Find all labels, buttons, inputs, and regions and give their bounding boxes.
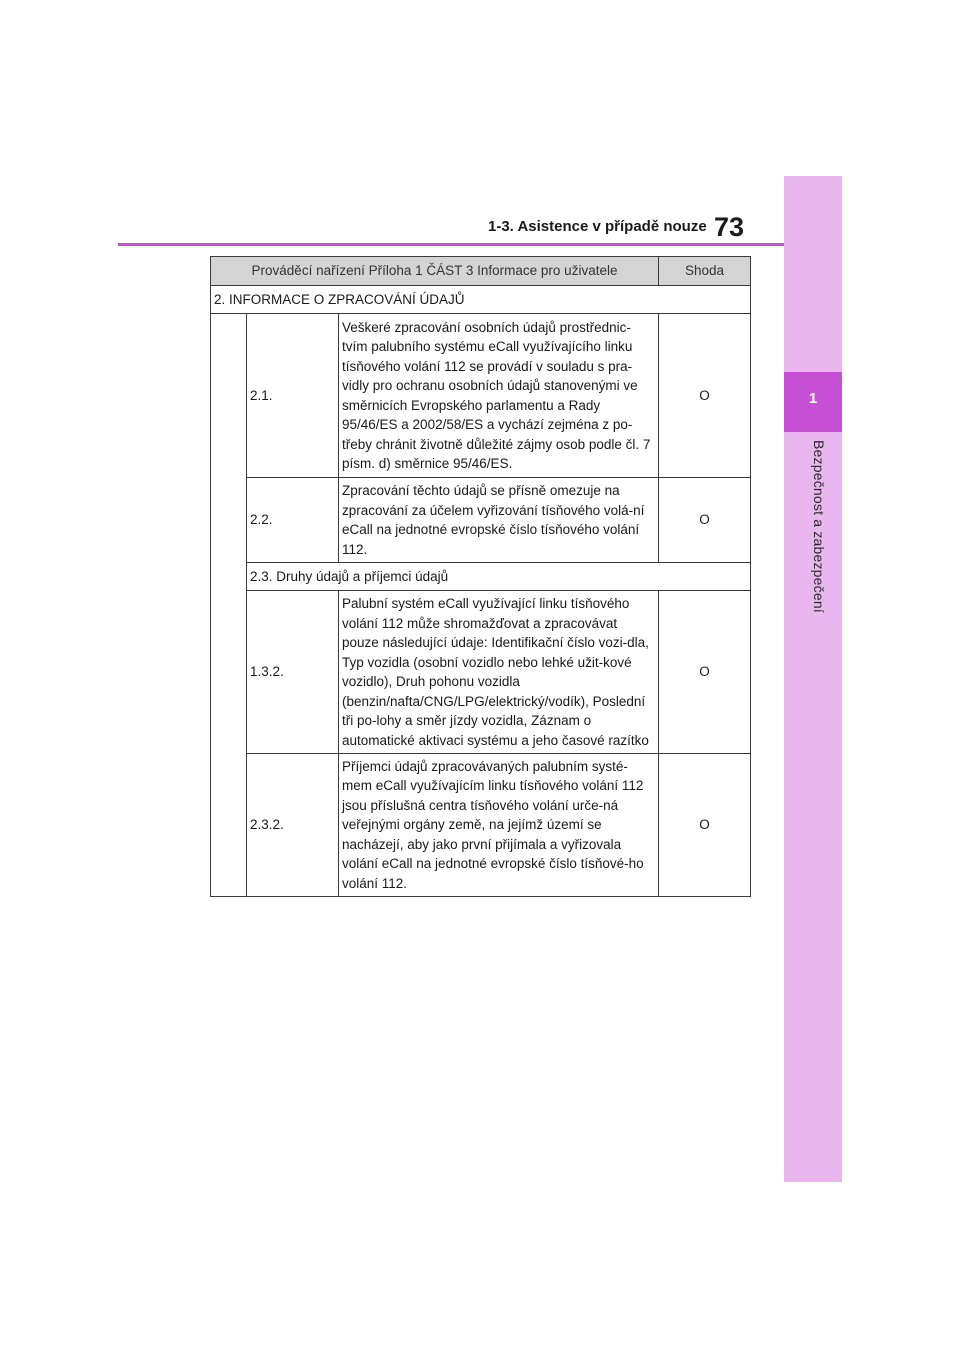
indent-cell [211,314,247,897]
row-text: Příjemci údajů zpracovávaných palubním systé-mem eCall využívajícím linku tísňového volání 112 jsou příslušná centra tísňového volání urče-ná veřejnými orgány země, na jejímž území se nacházejí, aby jako první přijímala a vyřizovala volání eCall na jednotné evropské číslo tísňové-ho volání 112. [339,754,659,897]
section-row [211,286,751,314]
row-shoda: O [659,754,751,897]
section-title-cell: 2. INFORMACE O ZPRACOVÁNÍ ÚDAJŮ [211,286,751,314]
regulation-table [210,256,751,897]
section-title: 1-3. Asistence v případě nouze [488,218,707,235]
row-number: 2.2. [247,478,339,563]
row-number: 2.1. [247,314,339,478]
header-cell-info: Prováděcí nařízení Příloha 1 ČÁST 3 Informace pro uživatele [211,257,659,286]
row-text: Veškeré zpracování osobních údajů prostřednic-tvím palubního systému eCall využívajícího linku tísňového volání 112 se provádí v souladu s pra-vidly pro ochranu osobních údajů stanovenými ve směrnicích Evropského parlamentu a Rady 95/46/ES a 2002/58/ES a vychází zejména z po-třeby chránit životně důležité zájmy osob podle čl. 7 písm. d) směrnice 95/46/ES. [339,314,659,478]
row-shoda: O [659,591,751,754]
table-row [211,591,751,754]
row-shoda: O [659,478,751,563]
page-number: 73 [714,212,745,242]
row-text: Zpracování těchto údajů se přísně omezuje na zpracování za účelem vyřizování tísňového volá-ní eCall na jednotné evropské číslo tísňového volání 112. [339,478,659,563]
table-row [211,478,751,563]
row-number: 2.3.2. [247,754,339,897]
header-cell-shoda: Shoda [659,257,751,286]
subsection-title-cell: 2.3. Druhy údajů a příjemci údajů [247,563,751,591]
side-tab-strip [784,176,842,1182]
side-tab-number: 1 [808,390,818,407]
row-number: 1.3.2. [247,591,339,754]
side-tab-label: Bezpečnost a zabezpečení [811,440,827,613]
row-text: Palubní systém eCall využívající linku tísňového volání 112 může shromažďovat a zpracovávat pouze následující údaje: Identifikační číslo vozi-dla, Typ vozidla (osobní vozidlo nebo lehké užit-kové vozidlo), Druh pohonu vozidla (benzin/nafta/CNG/LPG/elektrický/vodík), Poslední tři po-lohy a směr jízdy vozidla, Záznam o automatické aktivaci systému a jeho časové razítko [339,591,659,754]
table-header-row [211,257,751,286]
table-row [211,754,751,897]
subsection-row [211,563,751,591]
row-shoda: O [659,314,751,478]
table-row [211,314,751,478]
header-rule [118,243,784,246]
